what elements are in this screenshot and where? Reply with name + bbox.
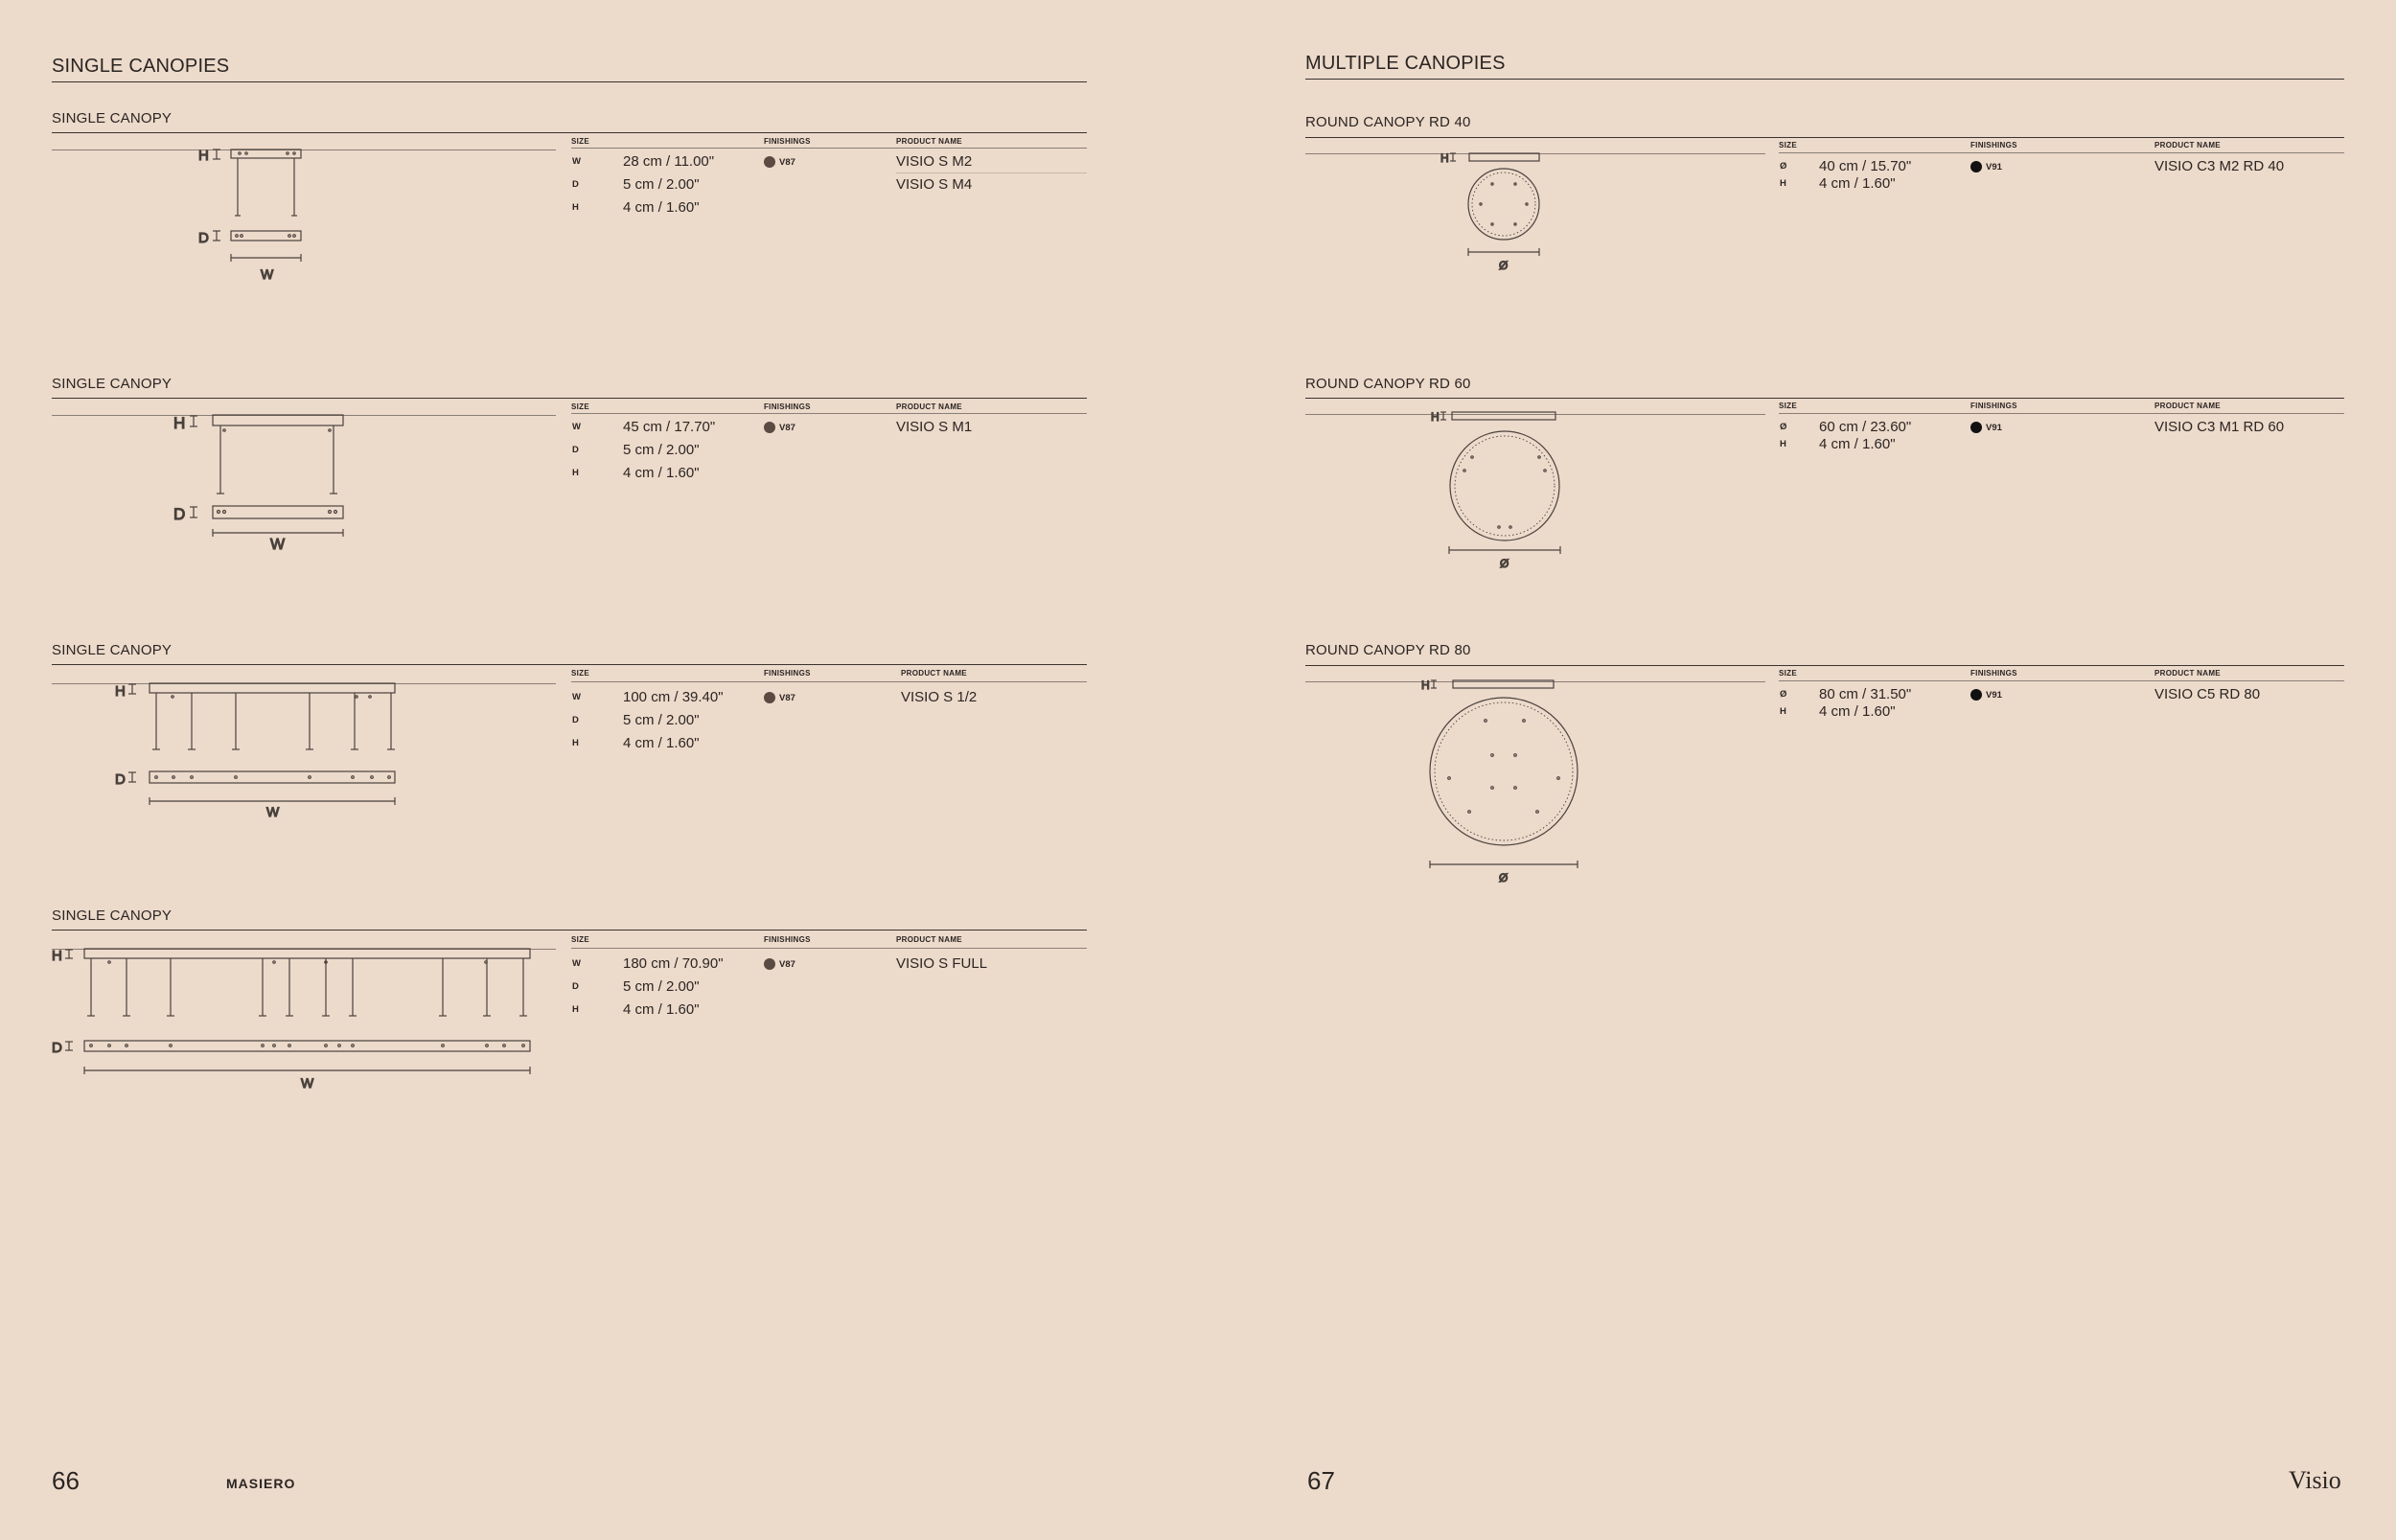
section-title: SINGLE CANOPY [52, 376, 173, 392]
d-label: D [198, 230, 209, 246]
finish-swatch [764, 692, 795, 703]
h-label: H [52, 948, 62, 964]
dim-key: D [572, 445, 579, 455]
diameter-label: Ø [1499, 259, 1509, 272]
dim-value: 5 cm / 2.00" [623, 176, 700, 193]
brand-name: MASIERO [226, 1476, 296, 1491]
dim-key: D [572, 715, 579, 725]
dim-key: D [572, 981, 579, 992]
h-label: H [198, 148, 209, 164]
product-name: VISIO S 1/2 [901, 689, 978, 705]
product-name: VISIO S M2 [896, 153, 973, 170]
product-name: VISIO S FULL [896, 955, 988, 972]
finishings-col-head: FINISHINGS [764, 935, 811, 944]
dim-key: Ø [1780, 161, 1787, 172]
dim-value: 100 cm / 39.40" [623, 689, 724, 705]
table-header-rule [571, 413, 1087, 414]
dim-value: 28 cm / 11.00" [623, 153, 715, 170]
color-swatch-icon [764, 422, 775, 433]
dim-value: 40 cm / 15.70" [1819, 158, 1912, 174]
finishings-col-head: FINISHINGS [764, 402, 811, 411]
finish-code: V91 [1986, 422, 2002, 433]
color-swatch-icon [764, 692, 775, 703]
table-header-rule [1779, 152, 2344, 153]
canopy-drawing [1438, 148, 1562, 272]
dim-value: 5 cm / 2.00" [623, 978, 700, 995]
finishings-col-head: FINISHINGS [1970, 669, 2017, 678]
dim-key: H [572, 202, 579, 213]
finish-swatch [1970, 689, 2002, 701]
color-swatch-icon [1970, 161, 1982, 172]
product-col-head: PRODUCT NAME [896, 402, 962, 411]
dim-key: H [1780, 178, 1786, 189]
size-col-head: SIZE [571, 137, 589, 146]
section-title: ROUND CANOPY RD 80 [1305, 642, 1471, 658]
size-col-head: SIZE [1779, 669, 1797, 678]
dim-key: W [572, 692, 581, 702]
dim-key: Ø [1780, 422, 1787, 432]
finish-code: V91 [1986, 161, 2002, 172]
size-col-head: SIZE [571, 402, 589, 411]
dim-value: 4 cm / 1.60" [623, 199, 700, 216]
dim-value: 4 cm / 1.60" [1819, 703, 1896, 720]
section-rule [1305, 137, 2344, 138]
section-title: ROUND CANOPY RD 40 [1305, 114, 1471, 130]
finish-code: V87 [779, 692, 795, 703]
table-header-rule [1779, 413, 2344, 414]
section-rule [52, 132, 1087, 133]
w-label: W [301, 1075, 314, 1091]
finish-swatch [1970, 422, 2002, 433]
h-label: H [115, 683, 126, 700]
dim-value: 4 cm / 1.60" [1819, 175, 1896, 192]
h-label: H [1440, 151, 1449, 165]
canopy-drawing [50, 944, 539, 1097]
w-label: W [266, 804, 280, 819]
dim-value: 45 cm / 17.70" [623, 419, 716, 435]
product-divider [896, 172, 1087, 173]
h-label: H [1431, 410, 1440, 424]
dim-value: 4 cm / 1.60" [1819, 436, 1896, 452]
product-name: VISIO S M1 [896, 419, 973, 435]
finish-code: V91 [1986, 689, 2002, 701]
title-rule [1305, 79, 2344, 80]
product-name: VISIO S M4 [896, 176, 973, 193]
finishings-col-head: FINISHINGS [1970, 141, 2017, 149]
dim-value: 5 cm / 2.00" [623, 442, 700, 458]
dim-key: W [572, 156, 581, 167]
product-name: VISIO C3 M2 RD 40 [2154, 158, 2285, 174]
product-col-head: PRODUCT NAME [896, 137, 962, 146]
section-rule [52, 930, 1087, 931]
dim-value: 5 cm / 2.00" [623, 712, 700, 728]
dim-key: D [572, 179, 579, 190]
dim-key: Ø [1780, 689, 1787, 700]
table-header-rule [571, 148, 1087, 149]
finish-swatch [764, 422, 795, 433]
table-header-rule [571, 681, 1087, 682]
finishings-col-head: FINISHINGS [1970, 402, 2017, 410]
section-title: ROUND CANOPY RD 60 [1305, 376, 1471, 392]
size-col-head: SIZE [571, 935, 589, 944]
d-label: D [173, 505, 186, 523]
section-rule [1305, 398, 2344, 399]
dim-key: H [1780, 706, 1786, 717]
page-number: 67 [1307, 1466, 1335, 1495]
d-label: D [52, 1040, 62, 1056]
size-col-head: SIZE [1779, 141, 1797, 149]
product-name: VISIO C3 M1 RD 60 [2154, 419, 2285, 435]
page-title: MULTIPLE CANOPIES [1305, 53, 1506, 74]
collection-name: Visio [2289, 1466, 2341, 1494]
w-label: W [270, 537, 286, 553]
w-label: W [261, 266, 274, 282]
page-number: 66 [52, 1466, 80, 1495]
finish-swatch [1970, 161, 2002, 172]
size-col-head: SIZE [571, 669, 589, 678]
section-title: SINGLE CANOPY [52, 110, 173, 126]
diameter-label: Ø [1499, 871, 1509, 885]
section-title: SINGLE CANOPY [52, 908, 173, 924]
product-col-head: PRODUCT NAME [2154, 141, 2221, 149]
finish-swatch [764, 156, 795, 168]
dim-key: H [572, 1004, 579, 1015]
diameter-label: Ø [1500, 557, 1509, 570]
size-col-head: SIZE [1779, 402, 1797, 410]
dim-value: 180 cm / 70.90" [623, 955, 724, 972]
product-col-head: PRODUCT NAME [2154, 669, 2221, 678]
page-title: SINGLE CANOPIES [52, 56, 230, 77]
dim-value: 4 cm / 1.60" [623, 735, 700, 751]
canopy-drawing [171, 407, 362, 561]
canopy-drawing [192, 144, 326, 282]
table-header-rule [571, 948, 1087, 949]
dim-value: 4 cm / 1.60" [623, 1001, 700, 1018]
dim-key: H [572, 468, 579, 478]
section-rule [52, 664, 1087, 665]
dim-key: H [1780, 439, 1786, 449]
finish-code: V87 [779, 958, 795, 970]
section-title: SINGLE CANOPY [52, 642, 173, 658]
product-col-head: PRODUCT NAME [901, 669, 967, 678]
dim-value: 4 cm / 1.60" [623, 465, 700, 481]
color-swatch-icon [764, 958, 775, 970]
table-header-rule [1779, 680, 2344, 681]
canopy-drawing [113, 676, 410, 829]
product-col-head: PRODUCT NAME [2154, 402, 2221, 410]
product-name: VISIO C5 RD 80 [2154, 686, 2261, 702]
finishings-col-head: FINISHINGS [764, 669, 811, 678]
canopy-drawing [1418, 673, 1610, 884]
right-page [1198, 0, 2396, 1540]
color-swatch-icon [1970, 689, 1982, 701]
dim-key: W [572, 958, 581, 969]
finishings-col-head: FINISHINGS [764, 137, 811, 146]
dim-key: W [572, 422, 581, 432]
h-label: H [1421, 678, 1430, 692]
color-swatch-icon [764, 156, 775, 168]
finish-code: V87 [779, 156, 795, 168]
section-rule [52, 398, 1087, 399]
h-label: H [173, 414, 186, 432]
dim-key: H [572, 738, 579, 748]
dim-value: 80 cm / 31.50" [1819, 686, 1912, 702]
product-col-head: PRODUCT NAME [896, 935, 962, 944]
dim-value: 60 cm / 23.60" [1819, 419, 1912, 435]
title-rule [52, 81, 1087, 82]
canopy-drawing [1428, 406, 1601, 579]
finish-code: V87 [779, 422, 795, 433]
d-label: D [115, 771, 126, 788]
section-rule [1305, 665, 2344, 666]
finish-swatch [764, 958, 795, 970]
color-swatch-icon [1970, 422, 1982, 433]
